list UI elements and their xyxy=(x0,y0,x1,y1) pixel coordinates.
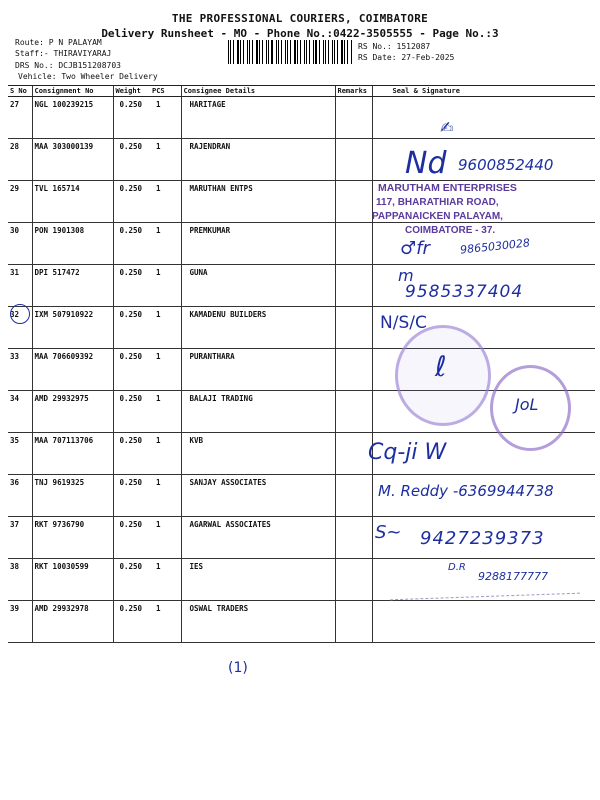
cell-remarks xyxy=(335,349,372,391)
cell-consignment: RKT 10030599 xyxy=(32,559,113,601)
cell-consignment: PON 1901308 xyxy=(32,223,113,265)
cell-consignment: DPI 517472 xyxy=(32,265,113,307)
cell-weight: 0.250 xyxy=(113,433,150,475)
cell-remarks xyxy=(335,139,372,181)
cell-pcs: 1 xyxy=(150,517,181,559)
signature-32: N/S/C xyxy=(380,313,427,333)
staff-label: Staff:- THIRAVIYARAJ xyxy=(15,49,112,58)
handwritten-phone-31: 9585337404 xyxy=(405,282,524,302)
cell-sno: 31 xyxy=(8,265,32,307)
document-subtitle: Delivery Runsheet - MO - Phone No.:0422-3505555 - Page No.:3 xyxy=(101,27,499,40)
signature-37: S~ xyxy=(375,522,402,543)
col-consignee: Consignee Details xyxy=(181,86,335,97)
cell-consignment: AMD 29932978 xyxy=(32,601,113,643)
cell-weight: 0.250 xyxy=(113,391,150,433)
cell-consignee: IES xyxy=(181,559,335,601)
cell-consignment: IXM 507910922 xyxy=(32,307,113,349)
cell-remarks xyxy=(335,559,372,601)
handwritten-note-36: M. Reddy -6369944738 xyxy=(378,482,554,500)
cell-pcs: 1 xyxy=(150,139,181,181)
cell-remarks xyxy=(335,475,372,517)
cell-consignee: AGARWAL ASSOCIATES xyxy=(181,517,335,559)
rs-date: RS Date: 27-Feb-2025 xyxy=(358,53,455,62)
stamp-line3: PAPPANAICKEN PALAYAM, xyxy=(372,211,503,222)
cell-consignee: PURANTHARA xyxy=(181,349,335,391)
cell-sno: 35 xyxy=(8,433,32,475)
signature-30: ♂fr xyxy=(400,238,430,259)
cell-pcs: 1 xyxy=(150,223,181,265)
table-row xyxy=(8,97,595,139)
cell-sno: 28 xyxy=(8,139,32,181)
cell-sno: 37 xyxy=(8,517,32,559)
cell-pcs: 1 xyxy=(150,391,181,433)
signature-28: Nd xyxy=(405,146,447,181)
route-label: Route: P N PALAYAM xyxy=(15,38,102,47)
cell-remarks xyxy=(335,223,372,265)
handwritten-phone-38: 9288177777 xyxy=(478,570,548,583)
stamp-line4: COIMBATORE - 37. xyxy=(405,225,496,236)
cell-weight: 0.250 xyxy=(113,223,150,265)
vehicle-label: Vehicle: Two Wheeler Delivery xyxy=(18,72,158,81)
cell-sno: 33 xyxy=(8,349,32,391)
handwritten-phone-28: 9600852440 xyxy=(458,156,554,174)
cell-consignment: NGL 100239215 xyxy=(32,97,113,139)
cell-consignee: OSWAL TRADERS xyxy=(181,601,335,643)
cell-consignee: SANJAY ASSOCIATES xyxy=(181,475,335,517)
cell-consignee: MARUTHAN ENTPS xyxy=(181,181,335,223)
cell-sno: 30 xyxy=(8,223,32,265)
cell-pcs: 1 xyxy=(150,181,181,223)
cell-remarks xyxy=(335,601,372,643)
bottom-circle-mark: (1) xyxy=(228,660,248,676)
cell-weight: 0.250 xyxy=(113,475,150,517)
cell-sno: 38 xyxy=(8,559,32,601)
cell-remarks xyxy=(335,517,372,559)
table-row xyxy=(8,601,595,643)
cell-consignment: TNJ 9619325 xyxy=(32,475,113,517)
rs-number: RS No.: 1512087 xyxy=(358,42,431,51)
stamp-line1: MARUTHAM ENTERPRISES xyxy=(378,182,517,194)
cell-weight: 0.250 xyxy=(113,181,150,223)
barcode xyxy=(228,40,353,64)
cell-remarks xyxy=(335,181,372,223)
cell-consignee: GUNA xyxy=(181,265,335,307)
cell-weight: 0.250 xyxy=(113,97,150,139)
cell-remarks xyxy=(335,97,372,139)
cell-weight: 0.250 xyxy=(113,307,150,349)
col-pcs: PCS xyxy=(150,86,181,97)
col-weight: Weight xyxy=(113,86,150,97)
col-signature: Seal & Signature xyxy=(372,86,595,97)
col-consignment: Consignment No xyxy=(32,86,113,97)
signature-38: D.R xyxy=(448,562,466,573)
cell-signature xyxy=(372,97,595,139)
cell-pcs: 1 xyxy=(150,307,181,349)
col-remarks: Remarks xyxy=(335,86,372,97)
cell-sno: 39 xyxy=(8,601,32,643)
cell-remarks xyxy=(335,265,372,307)
document-title: THE PROFESSIONAL COURIERS, COIMBATORE xyxy=(171,12,429,25)
handwritten-phone-37: 9427239373 xyxy=(420,528,545,549)
cell-consignment: RKT 9736790 xyxy=(32,517,113,559)
cell-weight: 0.250 xyxy=(113,517,150,559)
cell-sno: 29 xyxy=(8,181,32,223)
signature-34: JoL xyxy=(515,395,539,414)
cell-signature xyxy=(372,601,595,643)
cell-consignee: HARITAGE xyxy=(181,97,335,139)
cell-pcs: 1 xyxy=(150,433,181,475)
stamp-line2: 117, BHARATHIAR ROAD, xyxy=(376,197,499,208)
cell-consignee: BALAJI TRADING xyxy=(181,391,335,433)
cell-pcs: 1 xyxy=(150,97,181,139)
cell-sno: 36 xyxy=(8,475,32,517)
signature-33: ℓ xyxy=(435,350,447,383)
cell-weight: 0.250 xyxy=(113,559,150,601)
cell-consignment: MAA 706609392 xyxy=(32,349,113,391)
table-header xyxy=(8,86,595,97)
cell-weight: 0.250 xyxy=(113,349,150,391)
cell-pcs: 1 xyxy=(150,475,181,517)
cell-consignment: MAA 707113706 xyxy=(32,433,113,475)
cell-consignee: PREMKUMAR xyxy=(181,223,335,265)
drs-label: DRS No.: DCJB151208703 xyxy=(15,61,121,70)
cell-consignment: MAA 303000139 xyxy=(32,139,113,181)
cell-consignee: KVB xyxy=(181,433,335,475)
handwritten-phone-30: 9865030028 xyxy=(459,236,531,257)
col-sno: S No xyxy=(8,86,32,97)
cell-sno: 32 xyxy=(8,307,32,349)
cell-pcs: 1 xyxy=(150,265,181,307)
cell-consignee: KAMADENU BUILDERS xyxy=(181,307,335,349)
circle-mark-32 xyxy=(10,304,30,324)
signature-35: Cq-ji W xyxy=(368,440,447,465)
cell-weight: 0.250 xyxy=(113,265,150,307)
cell-pcs: 1 xyxy=(150,559,181,601)
cell-sno: 27 xyxy=(8,97,32,139)
cell-consignment: AMD 29932975 xyxy=(32,391,113,433)
cell-weight: 0.250 xyxy=(113,139,150,181)
cell-weight: 0.250 xyxy=(113,601,150,643)
cell-remarks xyxy=(335,433,372,475)
signature-mark-27: ✍ xyxy=(440,118,454,137)
cell-remarks xyxy=(335,307,372,349)
signature-31: m xyxy=(398,266,414,285)
cell-consignment: TVL 165714 xyxy=(32,181,113,223)
table-row xyxy=(8,307,595,349)
cell-remarks xyxy=(335,391,372,433)
cell-pcs: 1 xyxy=(150,349,181,391)
cell-consignee: RAJENDRAN xyxy=(181,139,335,181)
cell-pcs: 1 xyxy=(150,601,181,643)
cell-sno: 34 xyxy=(8,391,32,433)
